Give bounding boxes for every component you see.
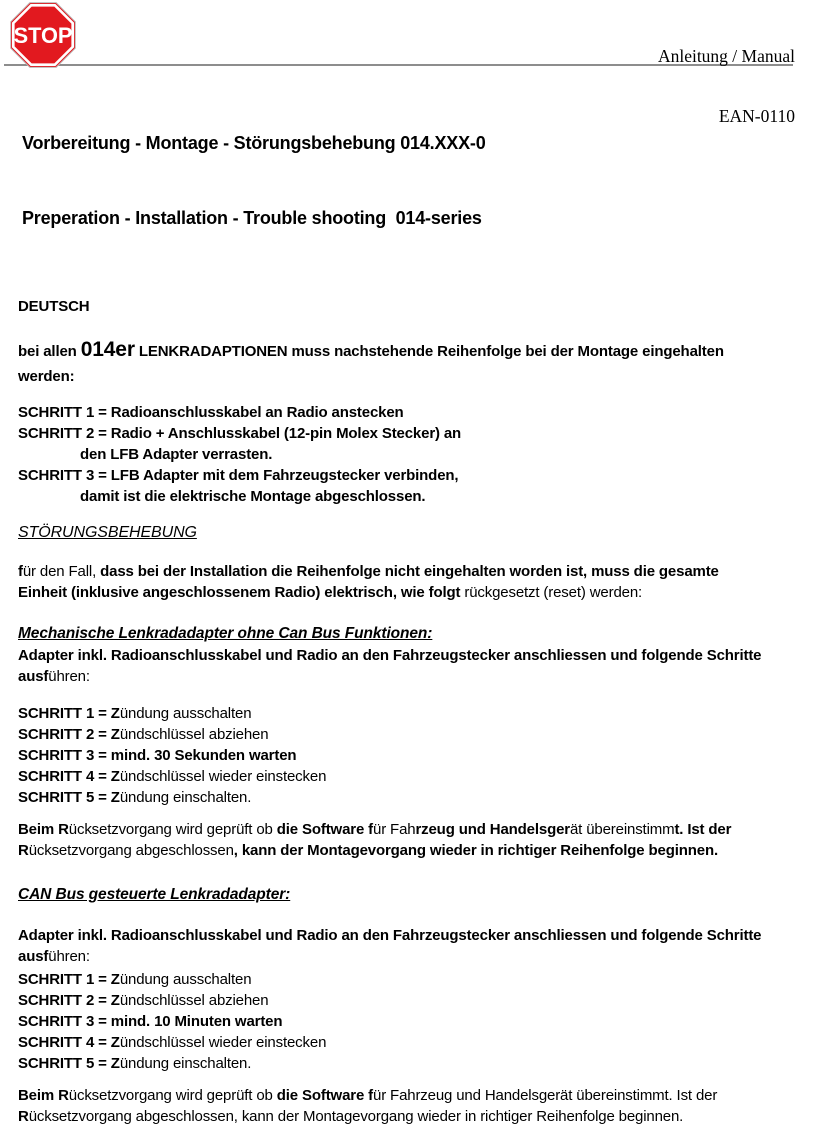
troubleshooting-heading: STÖRUNGSBEHEBUNG: [18, 524, 197, 541]
installation-steps: [18, 402, 793, 507]
step-line: SCHRITT 1 = Zündung ausschalten: [18, 971, 252, 988]
step-line: SCHRITT 3 = mind. 10 Minuten warten: [18, 1013, 283, 1030]
stop-sign-label: STOP: [13, 22, 73, 48]
mechanical-reset-steps: [18, 703, 793, 808]
language-label: DEUTSCH: [18, 298, 90, 315]
mechanical-section-heading: Mechanische Lenkradadapter ohne Can Bus Funktionen:: [18, 625, 433, 642]
step-line: SCHRITT 1 = Zündung ausschalten: [18, 705, 252, 722]
stop-sign-icon: [8, 2, 78, 68]
step-line: den LFB Adapter verrasten.: [80, 446, 273, 463]
intro-paragraph: bei allen 014er LENKRADAPTIONEN muss nachstehende Reihenfolge bei der Montage eingehalten werden:: [18, 338, 724, 385]
can-section-heading: CAN Bus gesteuerte Lenkradadapter:: [18, 886, 291, 903]
step-line: SCHRITT 1 = Radioanschlusskabel an Radio anstecken: [18, 404, 404, 421]
page-title-de: Vorbereitung - Montage - Störungsbehebung 014.XXX-0: [22, 133, 486, 153]
step-line: SCHRITT 2 = Zündschlüssel abziehen: [18, 726, 269, 743]
step-line: SCHRITT 4 = Zündschlüssel wieder einstecken: [18, 1034, 327, 1051]
step-line: SCHRITT 3 = mind. 30 Sekunden warten: [18, 747, 297, 764]
header-doc-info: [658, 6, 795, 166]
step-line: SCHRITT 3 = LFB Adapter mit dem Fahrzeugstecker verbinden,: [18, 467, 459, 484]
step-line: SCHRITT 5 = Zündung einschalten.: [18, 1055, 252, 1072]
step-line: damit ist die elektrische Montage abgeschlossen.: [80, 488, 426, 505]
can-reset-steps: [18, 969, 793, 1074]
can-result-paragraph: Beim Rücksetzvorgang wird geprüft ob die Software für Fahrzeug und Handelsgerät übereinstimmt. Ist der Rücksetzvorgang abgeschlossen, kann der Montagevorgang wieder in richtiger Reihenfolge beginnen.: [18, 1087, 718, 1125]
page-header: [13, 0, 795, 126]
step-line: SCHRITT 2 = Radio + Anschlusskabel (12-pin Molex Stecker) an: [18, 425, 462, 442]
step-line: SCHRITT 4 = Zündschlüssel wieder einstecken: [18, 768, 327, 785]
step-line: SCHRITT 5 = Zündung einschalten.: [18, 789, 252, 806]
can-section-paragraph: Adapter inkl. Radioanschlusskabel und Radio an den Fahrzeugstecker anschliessen und folgende Schritte ausführen:: [18, 927, 762, 965]
doc-number: EAN-0110: [718, 106, 795, 126]
step-line: SCHRITT 2 = Zündschlüssel abziehen: [18, 992, 269, 1009]
reset-intro-paragraph: für den Fall, dass bei der Installation die Reihenfolge nicht eingehalten worden ist, muss die gesamte Einheit (inklusive angeschlossenem Radio) elektrisch, wie folgt rückgesetzt (reset) werden:: [18, 563, 719, 601]
page-title-en: Preperation - Installation - Trouble shooting 014-series: [22, 208, 482, 228]
doc-type: Anleitung / Manual: [657, 46, 795, 66]
mechanical-result-paragraph: Beim Rücksetzvorgang wird geprüft ob die Software für Fahrzeug und Handelsgerät übereinstimmt. Ist der Rücksetzvorgang abgeschlossen, kann der Montagevorgang wieder in richtiger Reihenfolge beginnen.: [18, 821, 732, 859]
mechanical-section-paragraph: Adapter inkl. Radioanschlusskabel und Radio an den Fahrzeugstecker anschliessen und folgende Schritte ausführen:: [18, 647, 762, 685]
